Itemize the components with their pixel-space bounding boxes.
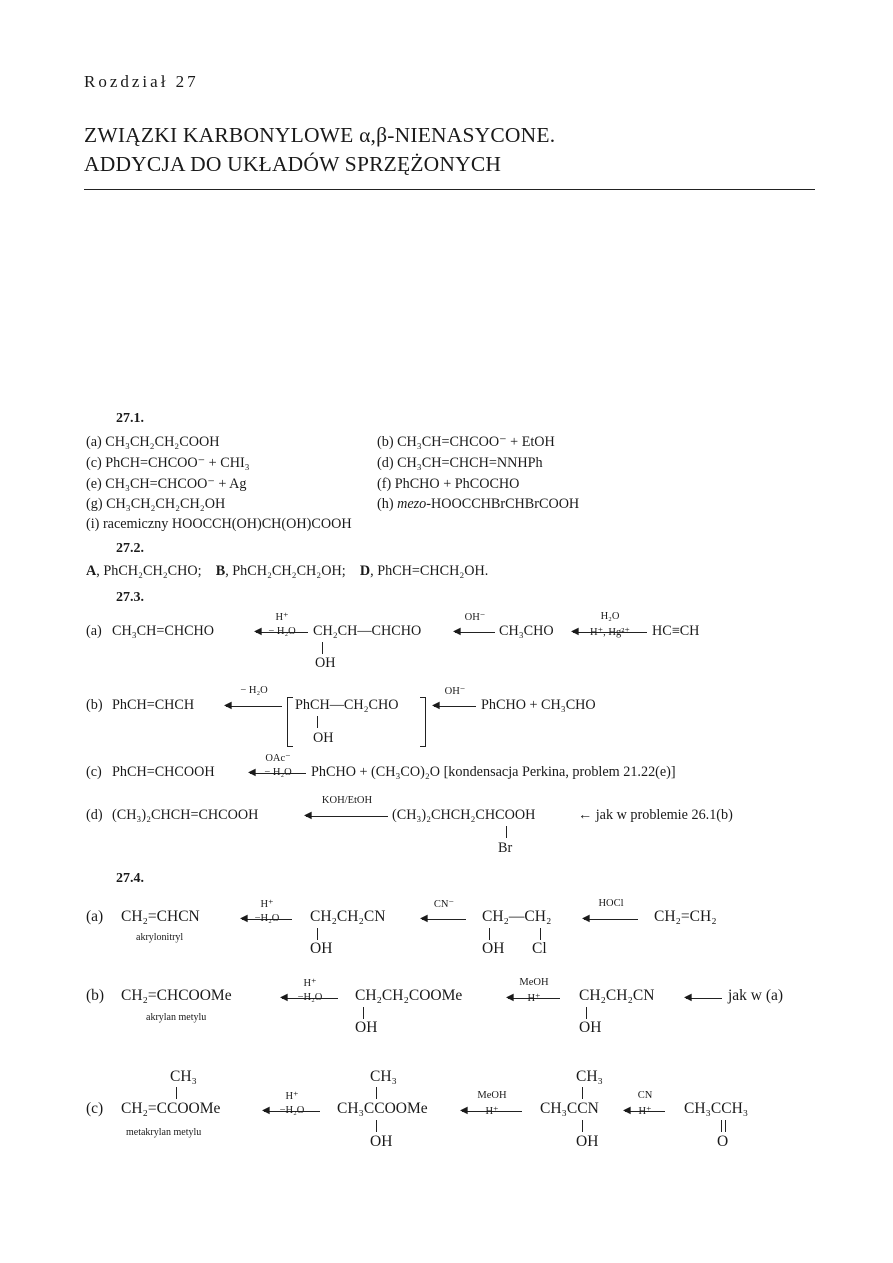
r274b-note: jak w (a) bbox=[728, 987, 784, 1004]
answer-27-1-d: (d) CH₃CH=CHCH=NNHPh bbox=[377, 455, 543, 471]
problem-27-2-number: 27.2. bbox=[116, 541, 144, 556]
r273c-reactants: PhCHO + (CH₃CO)₂O [kondensacja Perkina, problem 21.22(e)] bbox=[311, 764, 676, 780]
r273b-bond bbox=[317, 716, 318, 728]
answer-27-1-e: (e) CH₃CH=CHCOO⁻ + Ag bbox=[86, 476, 247, 492]
r274b-arrow1-bottom: −H₂O bbox=[297, 992, 323, 1003]
chapter-title-line1: ZWIĄZKI KARBONYLOWE α,β-NIENASYCONE. bbox=[84, 123, 556, 147]
r273a-acetaldehyde: CH₃CHO bbox=[499, 623, 554, 639]
r274b-bond2 bbox=[586, 1007, 587, 1019]
r273a-arrow3-bottom: H⁺, Hg²⁺ bbox=[590, 627, 630, 638]
r273a-oh: OH bbox=[315, 655, 336, 671]
r274b-arrow3: ◀ bbox=[686, 990, 722, 1006]
r274c-double-bond-a bbox=[721, 1120, 722, 1132]
r273d-br: Br bbox=[498, 840, 513, 856]
answer-27-1-h-label: (h) bbox=[377, 496, 398, 512]
r274a-label: (a) bbox=[86, 908, 104, 925]
r274a-cl: Cl bbox=[532, 940, 547, 957]
answer-27-2-D-label: D bbox=[359, 563, 371, 579]
title-rule bbox=[84, 189, 815, 190]
r274c-arrow2: ◀ MeOH H⁺ bbox=[462, 1103, 522, 1119]
r273b-bracket-right bbox=[420, 697, 426, 747]
r274a-arrow3: ◀ HOCl bbox=[584, 911, 638, 927]
problem-27-4-number: 27.4. bbox=[116, 871, 144, 886]
problem-27-3-number: 27.3. bbox=[116, 590, 144, 605]
answer-27-1-f: (f) PhCHO + PhCOCHO bbox=[377, 476, 520, 492]
r274c-arrow1: ◀ H⁺ −H₂O bbox=[264, 1103, 320, 1119]
r274c-bond2 bbox=[376, 1087, 377, 1099]
r274c-intermediate2: CH₃CCN bbox=[540, 1100, 599, 1117]
r274a-ethylene: CH₂=CH₂ bbox=[654, 908, 717, 925]
r274b-intermediate2: CH₂CH₂CN bbox=[579, 987, 655, 1004]
answer-27-1-a: (a) CH₃CH₂CH₂COOH bbox=[86, 434, 220, 450]
r273b-intermediate: PhCH—CH₂CHO bbox=[295, 697, 399, 713]
r274a-arrow1-bottom: −H₂O bbox=[254, 913, 280, 924]
r274a-product: CH₂=CHCN bbox=[121, 908, 200, 925]
r273c-arrow-top: OAc⁻ bbox=[265, 753, 291, 764]
r274b-arrow2-top: MeOH bbox=[519, 977, 549, 988]
r274c-bond3 bbox=[376, 1120, 377, 1132]
r274c-acetone: CH₃CCH₃ bbox=[684, 1100, 749, 1117]
r274b-arrow1: ◀ H⁺ −H₂O bbox=[282, 990, 338, 1006]
answer-27-1-g: (g) CH₃CH₂CH₂CH₂OH bbox=[86, 496, 226, 512]
r273a-intermediate: CH₂CH—CHCHO bbox=[313, 623, 422, 639]
r274b-bond1 bbox=[363, 1007, 364, 1019]
r274c-ch3-3: CH₃ bbox=[576, 1068, 603, 1085]
r274b-intermediate1: CH₂CH₂COOMe bbox=[355, 987, 463, 1004]
r274c-product: CH₂=CCOOMe bbox=[121, 1100, 221, 1117]
r274a-arrow2: ◀ CN⁻ bbox=[422, 911, 466, 927]
r273c-arrow-bottom: − H₂O bbox=[264, 767, 292, 778]
r274c-oh1: OH bbox=[370, 1133, 393, 1150]
answer-27-2 bbox=[86, 563, 488, 580]
chapter-label: Rozdział 27 bbox=[84, 72, 199, 91]
answer-27-2-A-label: A bbox=[86, 563, 97, 579]
r273b-reactants: PhCHO + CH₃CHO bbox=[481, 697, 596, 713]
answer-27-1-h-rest: -HOOCCHBrCHBrCOOH bbox=[426, 496, 580, 512]
r274a-arrow1-top: H⁺ bbox=[260, 899, 274, 910]
r273b-oh: OH bbox=[313, 730, 334, 746]
r273b-arrow2: ◀ OH⁻ bbox=[434, 698, 476, 714]
r274a-bond1 bbox=[317, 928, 318, 940]
r273b-label: (b) bbox=[86, 697, 103, 713]
r274c-intermediate1: CH₃CCOOMe bbox=[337, 1100, 428, 1117]
r273d-product: (CH₃)₂CHCH=CHCOOH bbox=[112, 807, 259, 823]
r273d-arrow-top: KOH/EtOH bbox=[321, 795, 373, 806]
r274c-arrow1-bottom: −H₂O bbox=[279, 1105, 305, 1116]
r274a-oh: OH bbox=[310, 940, 333, 957]
r274a-bond2 bbox=[489, 928, 490, 940]
r273c-label: (c) bbox=[86, 764, 102, 780]
r274c-bond1 bbox=[176, 1087, 177, 1099]
r273a-arrow1-bottom: − H₂O bbox=[268, 626, 296, 637]
r274c-bond4 bbox=[582, 1087, 583, 1099]
r273a-arrow3-top: H₂O bbox=[600, 611, 620, 622]
r274c-arrow3: ◀ CN H⁺ bbox=[625, 1103, 665, 1119]
r273d-label: (d) bbox=[86, 807, 103, 823]
r274a-oh2: OH bbox=[482, 940, 505, 957]
r273b-bracket-left bbox=[287, 697, 293, 747]
answer-27-1-h bbox=[377, 496, 579, 513]
answer-27-2-B-label: B bbox=[215, 563, 226, 579]
r273a-arrow1-top: H⁺ bbox=[275, 612, 289, 623]
r274b-arrow1-top: H⁺ bbox=[303, 978, 317, 989]
answer-27-1-i: (i) racemiczny HOOCCH(OH)CH(OH)COOH bbox=[86, 516, 352, 532]
r273a-label: (a) bbox=[86, 623, 102, 639]
r273c-product: PhCH=CHCOOH bbox=[112, 764, 215, 780]
r274b-arrow2: ◀ MeOH H⁺ bbox=[508, 990, 560, 1006]
r273a-arrow1: ◀ H⁺ − H₂O bbox=[256, 624, 308, 640]
r273a-bond bbox=[322, 642, 323, 654]
r274c-ch3-2: CH₃ bbox=[370, 1068, 397, 1085]
r273a-product: CH₃CH=CHCHO bbox=[112, 623, 215, 639]
r273b-arrow1: ◀ − H₂O bbox=[226, 698, 282, 714]
r274c-oxygen: O bbox=[717, 1133, 729, 1150]
r274a-intermediate2: CH₂—CH₂ bbox=[482, 908, 552, 925]
problem-27-1-number: 27.1. bbox=[116, 411, 144, 426]
r273b-product: PhCH=CHCH bbox=[112, 697, 195, 713]
chapter-title-line2: ADDYCJA DO UKŁADÓW SPRZĘŻONYCH bbox=[84, 152, 502, 176]
r274b-oh: OH bbox=[355, 1019, 378, 1036]
r274b-product: CH₂=CHCOOMe bbox=[121, 987, 232, 1004]
chapter-title bbox=[84, 121, 555, 179]
r274c-arrow3-top: CN bbox=[637, 1090, 653, 1101]
r274c-bond5 bbox=[582, 1120, 583, 1132]
r274c-arrow3-bottom: H⁺ bbox=[638, 1106, 652, 1117]
r273a-arrow2-top: OH⁻ bbox=[464, 612, 486, 623]
r273d-arrow: ◀ KOH/EtOH bbox=[306, 808, 388, 824]
r274a-arrow2-top: CN⁻ bbox=[433, 899, 455, 910]
r273a-acetylene: HC≡CH bbox=[652, 623, 700, 639]
r274b-product-name: akrylan metylu bbox=[146, 1012, 207, 1023]
r274a-product-name: akrylonitryl bbox=[136, 932, 184, 943]
answer-27-1-c: (c) PhCH=CHCOO⁻ + CHI₃ bbox=[86, 455, 250, 471]
r273d-intermediate: (CH₃)₂CHCH₂CHCOOH bbox=[392, 807, 536, 823]
answer-27-2-B: , PhCH₂CH₂CH₂OH; bbox=[225, 563, 346, 579]
r274b-oh2: OH bbox=[579, 1019, 602, 1036]
r274b-arrow2-bottom: H⁺ bbox=[527, 993, 541, 1004]
r274a-intermediate1: CH₂CH₂CN bbox=[310, 908, 386, 925]
r274b-label: (b) bbox=[86, 987, 105, 1004]
r273d-bond bbox=[506, 826, 507, 838]
r274a-bond3 bbox=[540, 928, 541, 940]
r274c-double-bond-b bbox=[725, 1120, 726, 1132]
r273d-note: ← jak w problemie 26.1(b) bbox=[578, 807, 733, 823]
r274c-arrow2-bottom: H⁺ bbox=[485, 1106, 499, 1117]
r273c-arrow: ◀ OAc⁻ − H₂O bbox=[250, 765, 306, 781]
r273a-arrow3: ◀ H₂O H⁺, Hg²⁺ bbox=[573, 624, 647, 640]
r274c-arrow1-top: H⁺ bbox=[285, 1091, 299, 1102]
r274c-oh2: OH bbox=[576, 1133, 599, 1150]
r273a-arrow2: ◀ OH⁻ bbox=[455, 624, 495, 640]
r273b-arrow1-top: − H₂O bbox=[240, 685, 268, 696]
r274c-label: (c) bbox=[86, 1100, 104, 1117]
r274a-arrow3-top: HOCl bbox=[598, 898, 624, 909]
r274c-ch3-1: CH₃ bbox=[170, 1068, 197, 1085]
r274c-arrow2-top: MeOH bbox=[477, 1090, 507, 1101]
answer-27-2-A: , PhCH₂CH₂CHO; bbox=[96, 563, 202, 579]
answer-27-1-b: (b) CH₃CH=CHCOO⁻ + EtOH bbox=[377, 434, 555, 450]
answer-27-1-h-italic: mezo bbox=[397, 496, 427, 512]
r274c-product-name: metakrylan metylu bbox=[126, 1127, 202, 1138]
r273b-arrow2-top: OH⁻ bbox=[444, 686, 466, 697]
answer-27-2-D: , PhCH=CHCH₂OH. bbox=[370, 563, 489, 579]
r274a-arrow1: ◀ H⁺ −H₂O bbox=[242, 911, 292, 927]
